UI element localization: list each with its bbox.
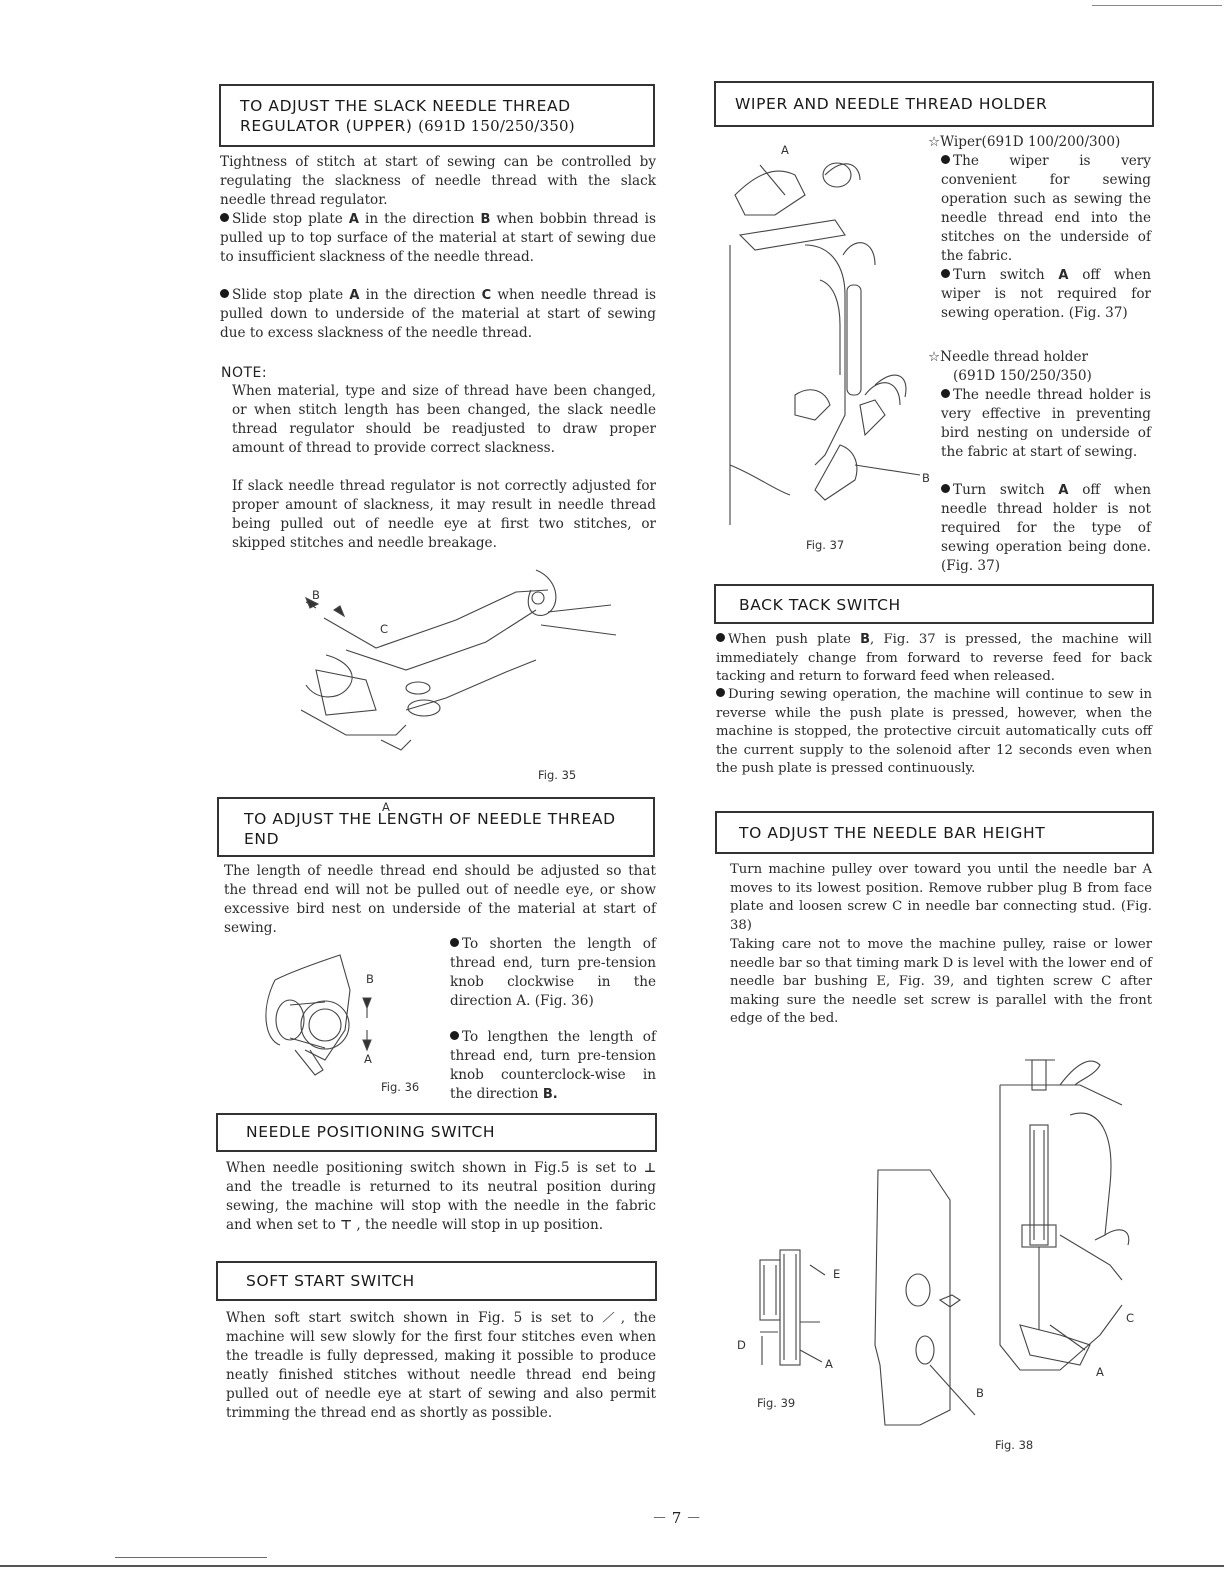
fig37-label-b: B bbox=[922, 471, 930, 485]
knob bbox=[825, 164, 860, 180]
knob-bracket bbox=[266, 980, 280, 1045]
fig35-label-b: B bbox=[312, 588, 320, 602]
base bbox=[301, 710, 406, 735]
regulator-arm bbox=[324, 590, 548, 648]
slack-bullet-2 bbox=[220, 286, 656, 343]
bullet-dot bbox=[941, 389, 950, 398]
bullet-dot bbox=[220, 289, 229, 298]
text: When soft start switch shown in Fig. 5 is set to bbox=[226, 1310, 594, 1326]
face-plate-inner bbox=[820, 280, 840, 375]
bullet-dot bbox=[450, 1031, 459, 1040]
wiper-heading: ☆Wiper(691D 100/200/300) bbox=[928, 134, 1121, 150]
knob-edge bbox=[290, 1002, 325, 1005]
title-line: END bbox=[244, 830, 280, 848]
leader-c bbox=[1060, 1235, 1122, 1280]
machine-edge bbox=[548, 605, 611, 612]
text: and the treadle is returned to its neutral position during sewing, the machine will stop with the needle in the fabric and when set to bbox=[226, 1179, 656, 1233]
bullet-dot bbox=[941, 269, 950, 278]
tension-knob bbox=[823, 163, 851, 187]
text: Slide stop plate bbox=[232, 211, 343, 227]
text: , the machine will sew slowly for the first four stitches even when the treadle is fully depressed, making it possible to produce neatly finished stitches without needle thread end being pulled out of needle eye at start of sewing and also permit trimming the thread end as shortly as possible. bbox=[226, 1310, 657, 1421]
fig37-caption: Fig. 37 bbox=[806, 538, 845, 552]
back-tack-bullet-2 bbox=[716, 686, 1152, 779]
text: The needle thread holder is very effective in preventing bird nesting on underside of the fabric at start of sewing. bbox=[941, 387, 1151, 460]
holder-bullet-2 bbox=[941, 481, 1151, 576]
leader-b bbox=[930, 1365, 975, 1415]
note-paragraph-1: When material, type and size of thread have been changed, or when stitch length has been changed, the slack needle thread regulator should be readjusted to draw proper amount of thread to provide correct slackness. bbox=[232, 383, 656, 456]
leader-a bbox=[760, 165, 785, 195]
text: To lengthen the length of thread end, turn pre-tension knob counterclock-wise in the direction bbox=[450, 1029, 656, 1102]
presser-foot bbox=[1020, 1325, 1090, 1365]
bullet-dot bbox=[941, 484, 950, 493]
ref-a: A bbox=[348, 212, 359, 227]
text: The wiper is very convenient for sewing operation such as sewing the needle thread end into the stitches on the underside of the fabric. bbox=[941, 153, 1151, 264]
header-rule bbox=[1092, 5, 1222, 6]
rubber-plug-hole bbox=[906, 1274, 930, 1306]
arrow-b-head bbox=[363, 998, 371, 1008]
slack-regulator-title bbox=[240, 96, 575, 136]
text: when bobbin thread is pulled up to top surface of the material at start of sewing due to insufficient slackness of the needle thread. bbox=[220, 211, 656, 265]
fig36-illustration bbox=[255, 950, 375, 1090]
fig36-caption: Fig. 36 bbox=[381, 1080, 420, 1094]
needle-bar bbox=[1030, 1125, 1048, 1245]
back-tack-bullet-1 bbox=[716, 631, 1152, 687]
text: To shorten the length of thread end, turn pre-tension knob clockwise in the direction A. (Fig. 36) bbox=[450, 936, 656, 1009]
thread-length-bullet-2 bbox=[450, 1028, 656, 1104]
fig36-label-b: B bbox=[366, 972, 374, 986]
knob-edge bbox=[290, 1038, 325, 1048]
fig38-label-a: A bbox=[1096, 1365, 1104, 1379]
holder-heading bbox=[928, 348, 1152, 386]
slack-bullet-1 bbox=[220, 210, 656, 267]
thread-length-intro: The length of needle thread end should be adjusted so that the thread end will not be pulled out of needle eye, or show excessive bird nest on underside of the material at start of sewing. bbox=[224, 863, 656, 936]
text: off when needle thread holder is not required for the type of sewing operation being done. (Fig. 37) bbox=[941, 482, 1152, 574]
fig35-label-c: C bbox=[380, 622, 389, 636]
back-tack-title: BACK TACK SWITCH bbox=[739, 596, 901, 614]
base bbox=[381, 740, 411, 750]
text: in the direction bbox=[364, 211, 475, 227]
text: When push plate bbox=[728, 632, 851, 647]
wiper-bullet-2 bbox=[941, 266, 1151, 323]
needle-bar bbox=[760, 1260, 780, 1320]
head-side bbox=[1070, 1113, 1111, 1240]
ref-c: C bbox=[481, 288, 492, 303]
bullet-dot bbox=[941, 155, 950, 164]
pulley bbox=[875, 375, 906, 397]
title-line: TO ADJUST THE SLACK NEEDLE THREAD bbox=[240, 97, 571, 115]
bullet-dot bbox=[450, 938, 459, 947]
ref-b: B bbox=[860, 632, 871, 647]
ref-a: A bbox=[1058, 483, 1069, 498]
needle-bar-paragraph-1: Turn machine pulley over toward you until the needle bar A moves to its lowest position. Remove rubber plug B from face plate and loosen screw C in needle bar connecting stud. (Fig. 38) bbox=[730, 862, 1152, 933]
page-number: － 7 － bbox=[652, 1509, 702, 1527]
connecting-stud bbox=[1022, 1225, 1056, 1247]
wiper-bullet-1 bbox=[941, 152, 1151, 266]
fig39-label-d: D bbox=[737, 1338, 746, 1352]
push-plate-b bbox=[815, 445, 857, 500]
bullet-dot bbox=[716, 688, 725, 697]
tension-knob bbox=[1060, 1061, 1100, 1085]
wiper bbox=[795, 390, 830, 420]
text: when needle thread is pulled down to underside of the material at start of sewing due to excess slackness of the needle thread. bbox=[220, 287, 657, 341]
leader-a bbox=[1050, 1325, 1085, 1350]
tension-knob bbox=[276, 1000, 304, 1040]
thread-length-title bbox=[244, 809, 616, 849]
text: (691D 150/250/350) bbox=[953, 368, 1092, 384]
text: Turn switch bbox=[953, 482, 1045, 498]
bullet-dot bbox=[716, 633, 725, 642]
fig37-illustration bbox=[715, 135, 925, 525]
ref-a: A bbox=[1058, 268, 1069, 283]
thread-length-bullet-1 bbox=[450, 935, 656, 1011]
fig35-illustration bbox=[286, 560, 626, 760]
ref-a: A bbox=[349, 288, 360, 303]
fig39-label-e: E bbox=[833, 1267, 841, 1281]
text: , Fig. 37 is pressed, the machine will immediately change from forward to reverse feed for back tacking and return to forward feed when released. bbox=[716, 632, 1152, 684]
screw bbox=[406, 682, 430, 694]
bottom-rule bbox=[0, 1565, 1224, 1567]
thread-guide bbox=[843, 243, 875, 265]
slot bbox=[847, 285, 861, 395]
title-line: REGULATOR (UPPER) bbox=[240, 117, 413, 135]
soft-start-title: SOFT START SWITCH bbox=[246, 1272, 415, 1290]
fig38-label-c: C bbox=[1126, 1311, 1135, 1325]
text: Turn switch bbox=[953, 267, 1045, 283]
text: ☆Needle thread holder bbox=[928, 349, 1089, 365]
fig38-caption: Fig. 38 bbox=[995, 1438, 1034, 1452]
leader-b bbox=[855, 465, 920, 475]
text: Slide stop plate bbox=[232, 287, 344, 303]
text: in the direction bbox=[365, 287, 476, 303]
arm-top bbox=[1000, 1085, 1122, 1105]
needle-positioning-text bbox=[226, 1159, 656, 1235]
fig35-caption: Fig. 35 bbox=[538, 768, 577, 782]
slack-intro: Tightness of stitch at start of sewing can be controlled by regulating the slackness of needle thread with the slack needle thread regulator. bbox=[220, 154, 656, 208]
tension-knob bbox=[301, 1001, 349, 1049]
screw bbox=[532, 592, 544, 604]
bracket-foot bbox=[295, 1050, 323, 1075]
note-label: NOTE: bbox=[221, 365, 268, 381]
plate bbox=[406, 660, 536, 710]
regulator-bracket bbox=[528, 570, 556, 615]
face-plate bbox=[875, 1170, 950, 1425]
needle-positioning-title: NEEDLE POSITIONING SWITCH bbox=[246, 1123, 496, 1141]
needle-up-symbol-icon: ⊤ bbox=[340, 1218, 353, 1233]
regulator-arm bbox=[346, 610, 536, 670]
tension-knob bbox=[309, 1009, 341, 1041]
fig39-caption: Fig. 39 bbox=[757, 1396, 796, 1410]
ref-b: B. bbox=[542, 1087, 558, 1102]
bullet-dot bbox=[220, 213, 229, 222]
holder bbox=[860, 400, 885, 435]
arm-top bbox=[740, 220, 845, 250]
fig35-label-a: A bbox=[382, 800, 390, 814]
title-models: (691D 150/250/350) bbox=[418, 117, 575, 135]
face-plate bbox=[805, 245, 845, 465]
needle-down-symbol-icon: ⊥ bbox=[644, 1161, 656, 1176]
note-paragraph-2: If slack needle thread regulator is not correctly adjusted for proper amount of slackness, it may result in needle thread being pulled out of needle eye at first two stitches, or skipped stitches and needle breakage. bbox=[232, 478, 656, 551]
bushing bbox=[780, 1250, 800, 1365]
thread-guide bbox=[1105, 1230, 1129, 1245]
fig38-label-b: B bbox=[976, 1386, 984, 1400]
text: , the needle will stop in up position. bbox=[356, 1217, 604, 1233]
holder-bullet-1 bbox=[941, 386, 1151, 462]
arrow-head bbox=[334, 606, 344, 616]
wiper-title: WIPER AND NEEDLE THREAD HOLDER bbox=[735, 95, 1048, 113]
fig37-label-a: A bbox=[781, 143, 789, 157]
soft-start-symbol-icon: ⟋ bbox=[602, 1310, 613, 1326]
bed-edge bbox=[730, 465, 790, 495]
text: During sewing operation, the machine will continue to sew in reverse while the push plate is pressed, however, when the machine is stopped, the protective circuit automatically cuts off the current supply to the solenoid after 12 seconds even when the push plate is pressed continuously. bbox=[716, 687, 1152, 776]
fig38-illustration bbox=[860, 1045, 1150, 1435]
machine-edge bbox=[541, 625, 616, 635]
arrow-a-head bbox=[363, 1040, 371, 1050]
needle-bar-paragraph-2: Taking care not to move the machine pulley, raise or lower needle bar so that timing mark D is level with the lower end of needle bar bushing E, Fig. 39, and tighten screw C after making sure the needle set screw is parallel with the front edge of the bed. bbox=[730, 937, 1152, 1026]
needle-bar-title: TO ADJUST THE NEEDLE BAR HEIGHT bbox=[739, 824, 1046, 842]
leader-e bbox=[810, 1265, 825, 1275]
leader-a bbox=[800, 1350, 822, 1362]
stop-plate bbox=[316, 670, 376, 715]
soft-start-text bbox=[226, 1309, 656, 1423]
hole bbox=[916, 1336, 934, 1364]
fig36-label-a: A bbox=[364, 1052, 372, 1066]
text: When needle positioning switch shown in Fig.5 is set to bbox=[226, 1160, 637, 1176]
bottom-link-rule bbox=[115, 1557, 267, 1558]
fig39-label-a: A bbox=[825, 1357, 833, 1371]
title-line: TO ADJUST THE LENGTH OF NEEDLE THREAD bbox=[244, 810, 616, 828]
ref-b: B bbox=[480, 212, 491, 227]
text: off when wiper is not required for sewing operation. (Fig. 37) bbox=[941, 267, 1152, 321]
